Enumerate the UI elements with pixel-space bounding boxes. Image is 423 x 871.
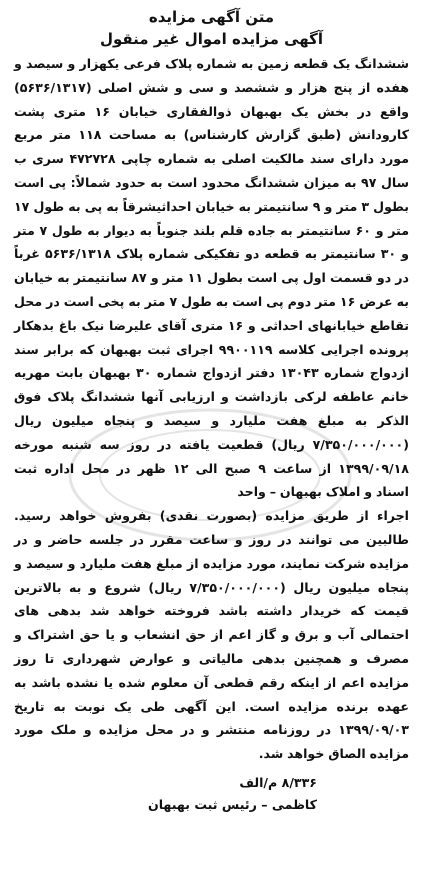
notice-footer bbox=[14, 772, 409, 816]
notice-subtitle: آگهی مزایده اموال غیر منقول bbox=[99, 30, 324, 48]
notice-body bbox=[14, 52, 409, 766]
notice-title: متن آگهی مزایده bbox=[148, 8, 275, 26]
notice-paragraph-terms: اجراء از طریق مزایده (بصورت نقدی) بفروش خواهد رسید. طالبین می توانند در روز و ساعت مقرر در جلسه حاضر و در مزایده شرکت نمایند، مورد مزایده از مبلغ هفت ملیارد و سیصد و پنجاه میلیون ریال (۷/۳۵۰/۰۰۰/۰۰۰ ریال) شروع و به بالاترین قیمت که خریدار داشته باشد فروخته خواهد شد بدهی های احتمالی آب و برق و گاز اعم از حق انشعاب و یا حق اشتراک و مصرف و همچنین بدهی مالیاتی و عوارض شهرداری تا روز مزایده اعم از اینکه رقم قطعی آن معلوم شده یا نشده باشد به عهده برنده مزایده است. این آگهی طی یک نوبت به تاریخ ۱۳۹۹/۰۹/۰۳ در روزنامه منتشر و در محل مزایده و ملک مورد مزایده الصاق خواهد شد. bbox=[14, 508, 409, 762]
notice-paragraph-property: ششدانگ یک قطعه زمین به شماره پلاک فرعی یکهزار و سیصد و هفده از پنج هزار و ششصد و سی و شش اصلی (۵۶۳۶/۱۳۱۷) واقع در بخش یک بهبهان ذوالفقاری خیابان ۱۶ متری پشت کارودانش (طبق گزارش کارشناس) به مساحت ۱۱۸ متر مربع مورد دارای سند مالکیت اصلی به شماره چاپی ۴۷۲۷۲۸ سری ب سال ۹۷ به میزان ششدانگ محدود است به حدود شمالاً: پی است بطول ۳ متر و ۹ سانتیمتر به خیابان احداثیشرقاً به پی به طول ۱۷ متر و ۶۰ سانتیمتر به جاده قلم بلند جنوباً به دیوار به طول ۷ متر و ۳۰ سانتیمتر به قطعه دو تفکیکی شماره پلاک ۵۶۳۶/۱۳۱۸ غرباً در دو قسمت اول پی است بطول ۱۱ متر و ۸۷ سانتیمتر به خیابان به عرض ۱۶ متر دوم پی است به طول ۷ متر به پخی است در محل تقاطع خیابانهای احداثی و ۱۶ متری آقای علیرضا نیک باغ بدهکار پرونده اجرایی کلاسه ۹۹۰۰۱۱۹ اجرای ثبت بهبهان که برابر سند ازدواج شماره ۱۳۰۴۳ دفتر ازدواج شماره ۳۰ بهبهان بابت مهریه خانم عاطفه لرکی بازداشت و ارزیابی آنها ششدانگ پلاک فوق الذکر به مبلغ هفت ملیارد و سیصد و پنجاه میلیون ریال (۷/۳۵۰/۰۰۰/۰۰۰ ریال) قطعیت یافته در روز سه شنبه مورخه ۱۳۹۹/۰۹/۱۸ از ساعت ۹ صبح الی ۱۲ ظهر در محل اداره ثبت اسناد و املاک بهبهان – واحد bbox=[14, 56, 410, 500]
notice-header bbox=[14, 6, 409, 50]
notice-signature: کاظمی – رئیس ثبت بهبهان bbox=[147, 796, 317, 812]
notice-reference-code: ۸/۳۳۶ م/الف bbox=[239, 774, 317, 790]
